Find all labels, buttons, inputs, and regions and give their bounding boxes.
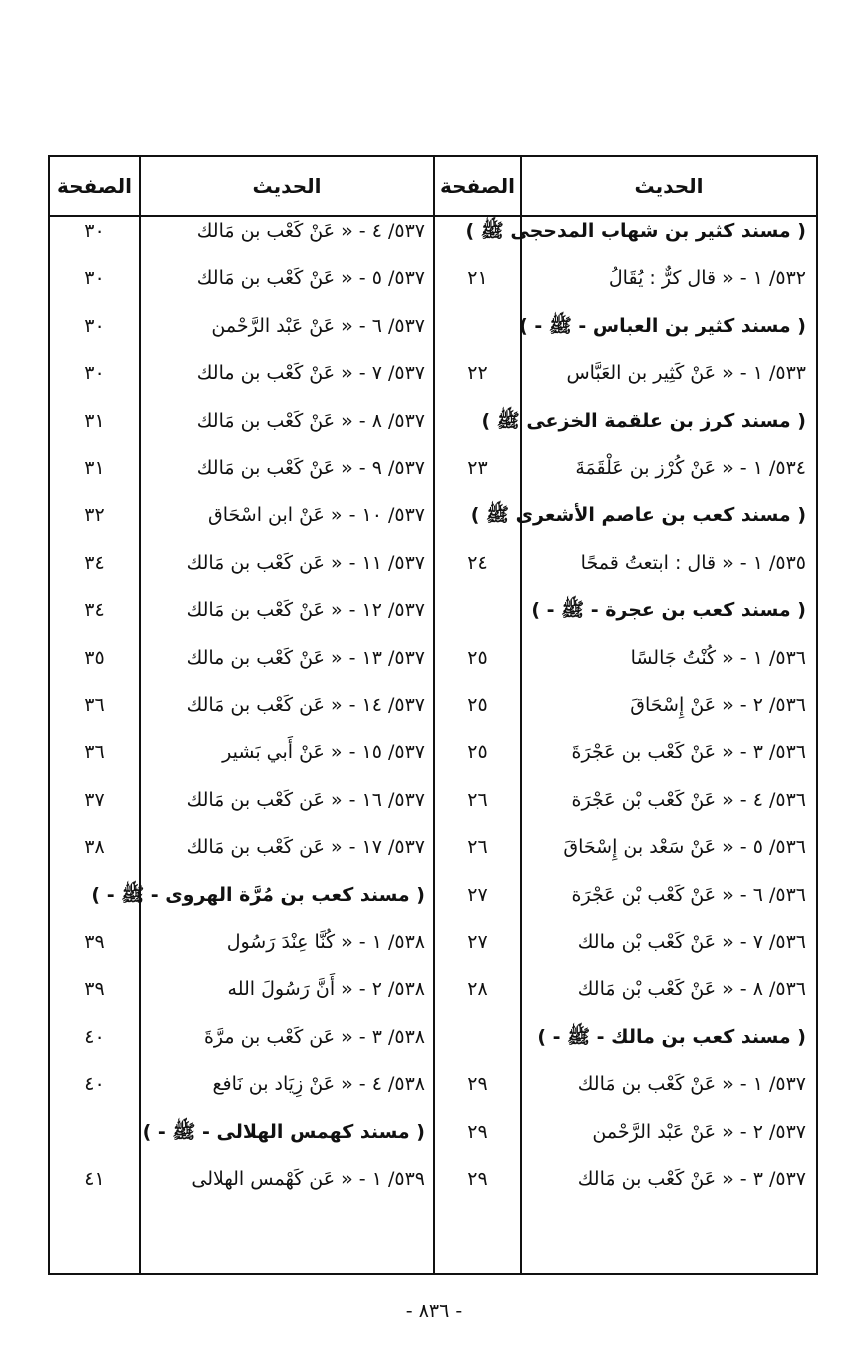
page-reference: ٣٨: [84, 836, 105, 858]
page-reference: ٤٠: [84, 1073, 105, 1095]
hadith-entry: ٥٣٩/ ١ - « عَن كَهْمس الهلالى: [191, 1168, 425, 1190]
hadith-entry: ٥٣٧/ ٢ - « عَنْ عَبْد الرَّحْمن: [592, 1121, 806, 1143]
page-reference: ٣٠: [84, 362, 105, 384]
section-heading: ( مسند كعب بن عجرة - ﷺ - ): [531, 599, 806, 621]
hadith-entry: ٥٣٧/ ٣ - « عَنْ كَعْب بن مَالك: [577, 1168, 806, 1190]
header-left-hadith: الحديث: [252, 174, 322, 198]
hadith-entry: ٥٣٨/ ٣ - « عَن كَعْب بن مرَّةَ: [203, 1026, 425, 1048]
section-heading: ( مسند كعب بن مُرَّة الهروى - ﷺ - ): [91, 884, 425, 906]
page-reference: [50, 1112, 139, 1152]
section-heading: ( مسند كرز بن علقمة الخزعى ﷺ ): [481, 410, 806, 432]
section-heading: ( مسند كثير بن شهاب المدحجى ﷺ ): [465, 220, 806, 242]
page-reference: ٤٠: [84, 1026, 105, 1048]
hadith-entry: ٥٣٧/ ١١ - « عَن كَعْب بن مَالك: [186, 552, 425, 574]
page-reference: ٢٤: [467, 552, 488, 574]
page-reference: ٣١: [84, 457, 105, 479]
page-reference: [435, 495, 520, 535]
page-reference: ٢٢: [467, 362, 488, 384]
hadith-entry: ٥٣٧/ ١٣ - « عَنْ كَعْب بن مالك: [186, 647, 425, 669]
page-reference: ٣١: [84, 410, 105, 432]
page-reference: ٢٦: [467, 836, 488, 858]
hadith-entry: ٥٣٦/ ٤ - « عَنْ كَعْب بْن عَجْرَة: [571, 789, 806, 811]
page-reference: ٢٩: [467, 1073, 488, 1095]
page-reference: ٣٩: [84, 978, 105, 1000]
hadith-entry: ٥٣٧/ ٩ - « عَنْ كَعْب بن مَالك: [196, 457, 425, 479]
page-reference: ٣٦: [84, 741, 105, 763]
hadith-entry: ٥٣٦/ ٥ - « عَنْ سَعْد بن إِسْحَاقَ: [563, 836, 806, 858]
header-left-page: الصفحة: [56, 174, 132, 198]
page-reference: [435, 401, 520, 441]
hadith-entry: ٥٣٧/ ١٤ - « عَن كَعْب بن مَالك: [186, 694, 425, 716]
hadith-entry: ٥٣٧/ ١٢ - « عَنْ كَعْب بن مَالك: [186, 599, 425, 621]
hadith-entry: ٥٣٧/ ٦ - « عَنْ عَبْد الرَّحْمن: [211, 315, 425, 337]
page-reference: ٢٧: [467, 884, 488, 906]
page-reference: ٤١: [84, 1168, 105, 1190]
page-reference: ٢٦: [467, 789, 488, 811]
page-reference: ٢٥: [467, 647, 488, 669]
page-reference: ٣٢: [84, 504, 105, 526]
hadith-entry: ٥٣٦/ ٣ - « عَنْ كَعْب بن عَجْرَةَ: [571, 741, 806, 763]
hadith-entry: ٥٣٣/ ١ - « عَنْ كَثِير بن العَبَّاس: [566, 362, 806, 384]
page-reference: ٣٧: [84, 789, 105, 811]
page-number: - ٨٣٦ -: [405, 1300, 463, 1322]
hadith-entry: ٥٣٧/ ١٠ - « عَنْ ابن اسْحَاق: [207, 504, 425, 526]
hadith-entry: ٥٣٧/ ٤ - « عَنْ كَعْب بن مَالك: [196, 220, 425, 242]
header-right-hadith: الحديث: [634, 174, 704, 198]
page-reference: ٢٣: [467, 457, 488, 479]
section-heading: ( مسند كهمس الهلالى - ﷺ - ): [142, 1121, 425, 1143]
hadith-entry: ٥٣٧/ ١ - « عَنْ كَعْب بن مَالك: [577, 1073, 806, 1095]
hadith-entry: ٥٣٨/ ٢ - « أَنَّ رَسُولَ الله: [227, 978, 425, 1000]
page-reference: [50, 875, 139, 915]
page-reference: [435, 211, 520, 251]
section-heading: ( مسند كعب بن مالك - ﷺ - ): [537, 1026, 806, 1048]
page-reference: [435, 1017, 520, 1057]
page-reference: ٣٦: [84, 694, 105, 716]
page-reference: ٣٠: [84, 315, 105, 337]
hadith-entry: ٥٣٨/ ٤ - « عَنْ زِيَاد بن نَافع: [212, 1073, 425, 1095]
page-reference: ٢٩: [467, 1168, 488, 1190]
hadith-entry: ٥٣٧/ ١٦ - « عَن كَعْب بن مَالك: [186, 789, 425, 811]
header-right-page: الصفحة: [439, 174, 515, 198]
page-reference: ٣٤: [84, 552, 105, 574]
column-divider: [139, 157, 141, 1273]
page-reference: ٣٠: [84, 267, 105, 289]
section-heading: ( مسند كعب بن عاصم الأشعرى ﷺ ): [470, 504, 806, 526]
section-heading: ( مسند كثير بن العباس - ﷺ - ): [519, 315, 806, 337]
hadith-entry: ٥٣٦/ ٦ - « عَنْ كَعْب بْن عَجْرَة: [571, 884, 806, 906]
hadith-entry: ٥٣٧/ ١٧ - « عَن كَعْب بن مَالك: [186, 836, 425, 858]
page-reference: ٢٥: [467, 694, 488, 716]
hadith-entry: ٥٣٧/ ٨ - « عَنْ كَعْب بن مَالك: [196, 410, 425, 432]
index-table: [48, 155, 818, 1275]
hadith-entry: ٥٣٦/ ٢ - « عَنْ إِسْحَاقَ: [630, 694, 806, 716]
page-reference: ٢٨: [467, 978, 488, 1000]
hadith-entry: ٥٣٦/ ٨ - « عَنْ كَعْب بْن مَالك: [577, 978, 806, 1000]
hadith-entry: ٥٣٨/ ١ - « كُنَّا عِنْدَ رَسُول: [226, 931, 425, 953]
page-reference: ٢١: [467, 267, 488, 289]
page-reference: ٢٥: [467, 741, 488, 763]
hadith-entry: ٥٣٥/ ١ - « قال : ابتعتُ قمحًا: [580, 552, 806, 574]
hadith-entry: ٥٣٦/ ١ - « كُنْتُ جَالسًا: [630, 647, 806, 669]
hadith-entry: ٥٣٦/ ٧ - « عَنْ كَعْب بْن مالك: [577, 931, 806, 953]
hadith-entry: ٥٣٢/ ١ - « قال كرٌّ : يُقَالُ: [608, 267, 806, 289]
hadith-entry: ٥٣٧/ ١٥ - « عَنْ أَبي بَشير: [222, 741, 425, 763]
page-reference: ٣٩: [84, 931, 105, 953]
page-reference: ٣٤: [84, 599, 105, 621]
hadith-entry: ٥٣٧/ ٧ - « عَنْ كَعْب بن مالك: [196, 362, 425, 384]
page-reference: ٣٥: [84, 647, 105, 669]
page-reference: [435, 306, 520, 346]
hadith-entry: ٥٣٧/ ٥ - « عَنْ كَعْب بن مَالك: [196, 267, 425, 289]
hadith-entry: ٥٣٤/ ١ - « عَنْ كُرْز بن عَلْقَمَةَ: [575, 457, 806, 479]
page-reference: ٢٩: [467, 1121, 488, 1143]
page-reference: [435, 590, 520, 630]
page-reference: ٢٧: [467, 931, 488, 953]
page-reference: ٣٠: [84, 220, 105, 242]
